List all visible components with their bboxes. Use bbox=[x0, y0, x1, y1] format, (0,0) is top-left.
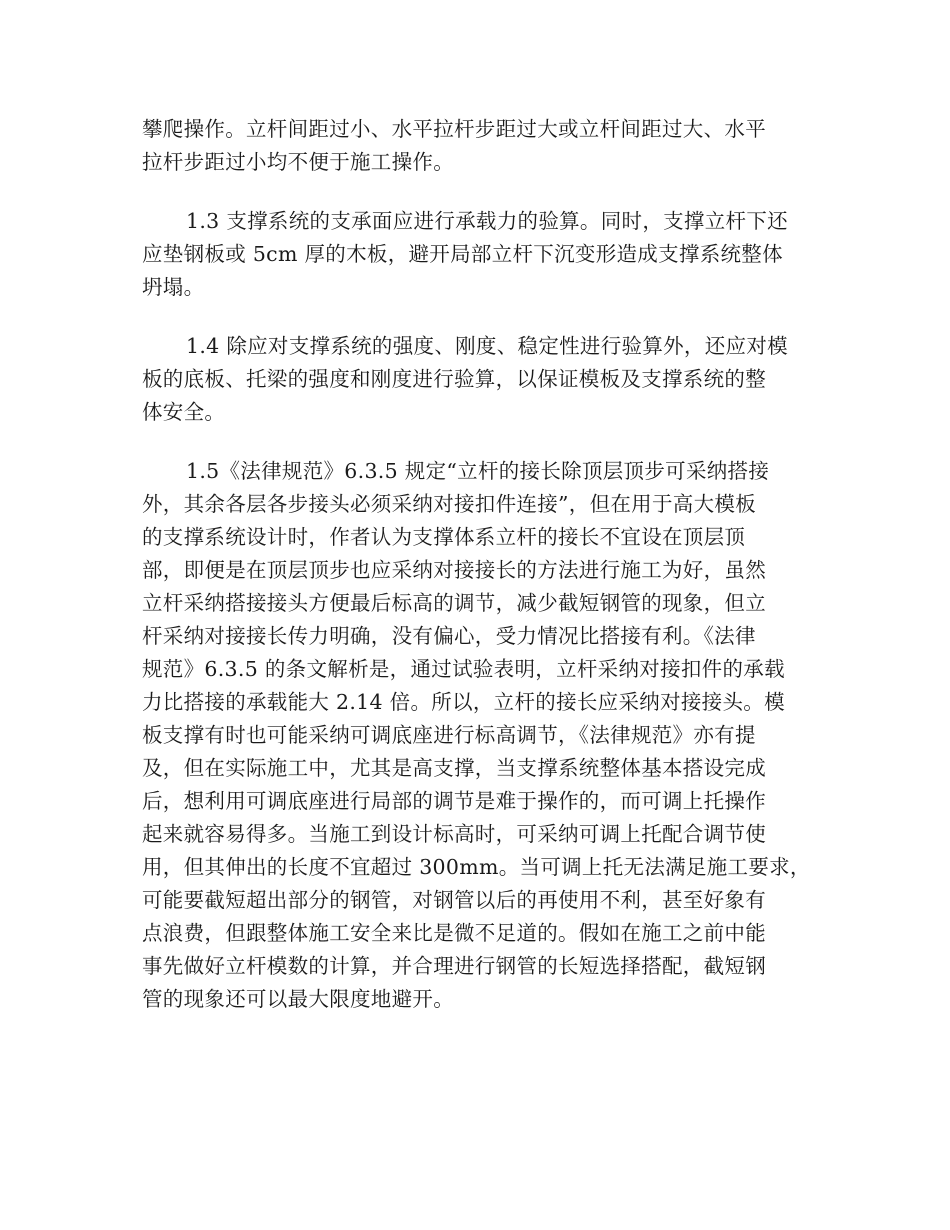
text-line: 力比搭接的承载能大 2.14 倍。所以，立杆的接长应采纳对接接头。模 bbox=[142, 690, 785, 714]
text-line: 后，想利用可调底座进行局部的调节是难于操作的，而可调上托操作 bbox=[142, 789, 766, 813]
text-line: 1.4 除应对支撑系统的强度、刚度、稳定性进行验算外，还应对模 bbox=[186, 334, 788, 358]
text-line: 管的现象还可以最大限度地避开。 bbox=[142, 987, 454, 1011]
text-line: 板的底板、托梁的强度和刚度进行验算，以保证模板及支撑系统的整 bbox=[142, 367, 766, 391]
text-line: 1.5《法律规范》6.3.5 规定“立杆的接长除顶层顶步可采纳搭接 bbox=[186, 459, 770, 483]
text-line: 的支撑系统设计时，作者认为支撑体系立杆的接长不宜设在顶层顶 bbox=[142, 525, 746, 549]
text-line: 1.3 支撑系统的支承面应进行承载力的验算。同时，支撑立杆下还 bbox=[186, 209, 788, 233]
text-line: 外，其余各层各步接头必须采纳对接扣件连接”，但在用于高大模板 bbox=[142, 492, 756, 516]
text-line: 起来就容易得多。当施工到设计标高时，可采纳可调上托配合调节使 bbox=[142, 822, 766, 846]
text-line: 规范》6.3.5 的条文解析是，通过试验表明，立杆采纳对接扣件的承载 bbox=[142, 657, 785, 681]
text-line: 事先做好立杆模数的计算，并合理进行钢管的长短选择搭配，截短钢 bbox=[142, 954, 766, 978]
text-line: 坍塌。 bbox=[142, 275, 205, 299]
text-line: 点浪费，但跟整体施工安全来比是微不足道的。假如在施工之前中能 bbox=[142, 921, 766, 945]
text-line: 可能要截短超出部分的钢管，对钢管以后的再使用不利，甚至好象有 bbox=[142, 888, 766, 912]
text-line: 及，但在实际施工中，尤其是高支撑，当支撑系统整体基本搭设完成 bbox=[142, 756, 766, 780]
text-line: 部，即便是在顶层顶步也应采纳对接接长的方法进行施工为好，虽然 bbox=[142, 558, 766, 582]
text-line: 攀爬操作。立杆间距过小、水平拉杆步距过大或立杆间距过大、水平 bbox=[142, 117, 766, 141]
text-line: 拉杆步距过小均不便于施工操作。 bbox=[142, 150, 454, 174]
text-line: 用，但其伸出的长度不宜超过 300mm。当可调上托无法满足施工要求， bbox=[142, 855, 811, 879]
text-line: 应垫钢板或 5cm 厚的木板，避开局部立杆下沉变形造成支撑系统整体 bbox=[142, 242, 783, 266]
text-line: 板支撑有时也可能采纳可调底座进行标高调节，《法律规范》亦有提 bbox=[142, 723, 756, 747]
text-line: 立杆采纳搭接接头方便最后标高的调节，减少截短钢管的现象，但立 bbox=[142, 591, 766, 615]
text-line: 体安全。 bbox=[142, 400, 226, 424]
text-line: 杆采纳对接接长传力明确，没有偏心，受力情况比搭接有利。《法律 bbox=[142, 624, 756, 648]
